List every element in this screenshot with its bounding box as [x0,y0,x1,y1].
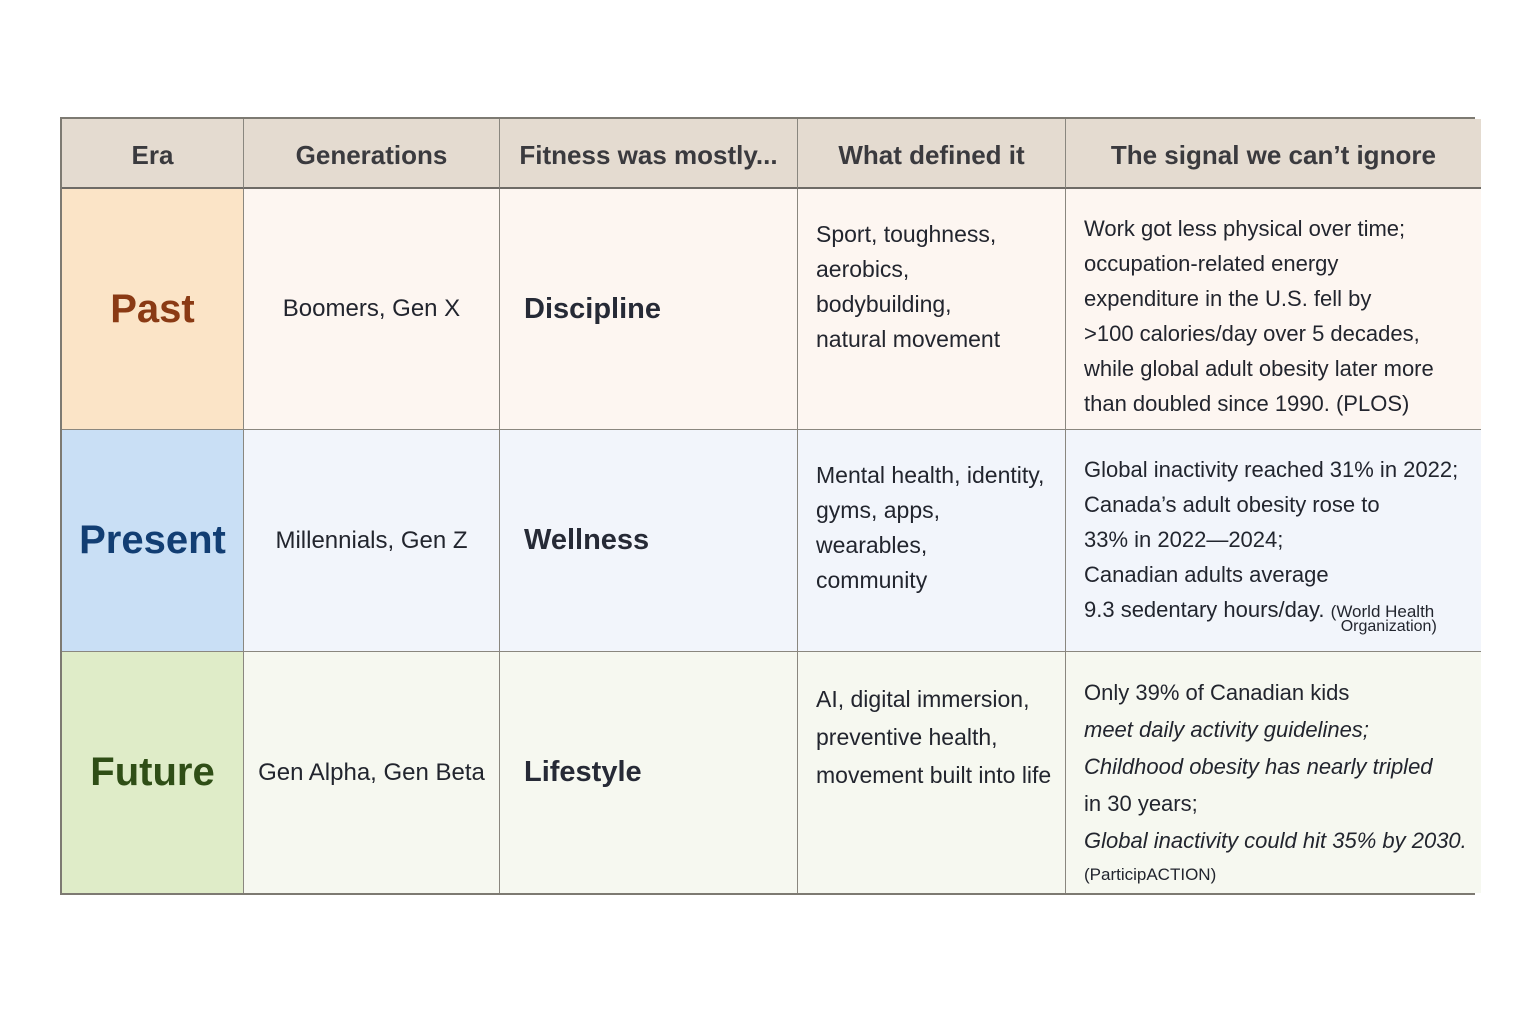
header-era [62,119,244,189]
fitness-future-cell [500,652,798,893]
fitness-future-label: Lifestyle [524,756,642,788]
defined-past-line: aerobics, [816,256,910,282]
signal-future-cell [1066,652,1481,893]
signal-present-source-cont: Organization) [1340,618,1437,635]
signal-future-line: Global inactivity could hit 35% by 2030. [1084,828,1467,853]
header-signal-label: The signal we can’t ignore [1110,139,1436,170]
signal-past-line: occupation-related energy [1084,251,1339,276]
signal-past-line: Work got less physical over time; [1084,216,1406,241]
signal-future-line: meet daily activity guidelines; [1084,717,1369,742]
era-future-label: Future [90,750,215,794]
signal-past-line: while global adult obesity later more [1084,356,1434,381]
era-future-cell [62,652,244,893]
defined-past-line: Sport, toughness, [816,221,997,247]
era-comparison-table [60,117,1475,895]
defined-past-cell [798,189,1066,430]
signal-past-cell [1066,189,1481,430]
signal-present-cell [1066,430,1481,652]
defined-future-line: preventive health, [816,724,998,750]
header-defined [798,119,1066,189]
defined-past-line: bodybuilding, [816,291,952,317]
signal-future-line: Childhood obesity has nearly tripled [1084,754,1433,779]
header-fitness [500,119,798,189]
generations-present-cell [244,430,500,652]
signal-present-line: 33% in 2022—2024; [1084,527,1284,552]
defined-present-line: wearables, [816,532,928,558]
era-past-label: Past [110,286,195,331]
header-fitness-label: Fitness was mostly... [519,139,778,170]
defined-present-cell [798,430,1066,652]
defined-present-line: Mental health, identity, [816,462,1045,488]
signal-present-line: Canadian adults average [1084,562,1329,587]
generations-present-label: Millennials, Gen Z [275,526,468,554]
header-defined-label: What defined it [838,139,1025,170]
fitness-past-cell [500,189,798,430]
defined-future-line: AI, digital immersion, [816,686,1030,712]
era-present-cell [62,430,244,652]
signal-past-line: >100 calories/day over 5 decades, [1084,321,1420,346]
era-present-label: Present [79,518,226,562]
fitness-past-label: Discipline [524,292,661,325]
defined-present-line: community [816,567,928,593]
defined-future-cell [798,652,1066,893]
header-generations [244,119,500,189]
header-generations-label: Generations [295,139,448,170]
fitness-present-label: Wellness [524,524,650,556]
signal-past-line: than doubled since 1990. (PLOS) [1084,391,1410,416]
generations-future-cell [244,652,500,893]
era-past-cell [62,189,244,430]
signal-present-source: (World Health [1330,602,1435,621]
signal-past-line: expenditure in the U.S. fell by [1084,286,1372,311]
signal-future-source: (ParticipACTION) [1084,865,1217,884]
defined-past-line: natural movement [816,326,1001,352]
fitness-present-cell [500,430,798,652]
signal-present-line: Canada’s adult obesity rose to [1084,492,1380,517]
signal-future-line: in 30 years; [1084,791,1198,816]
generations-future-label: Gen Alpha, Gen Beta [258,758,485,786]
defined-future-line: movement built into life [816,762,1052,788]
header-era-label: Era [131,139,174,170]
header-signal [1066,119,1481,189]
signal-present-line: 9.3 sedentary hours/day. [1084,597,1325,622]
generations-past-cell [244,189,500,430]
signal-present-line: Global inactivity reached 31% in 2022; [1084,457,1459,482]
signal-future-line: Only 39% of Canadian kids [1084,680,1350,705]
defined-present-line: gyms, apps, [816,497,940,523]
generations-past-label: Boomers, Gen X [282,295,461,322]
